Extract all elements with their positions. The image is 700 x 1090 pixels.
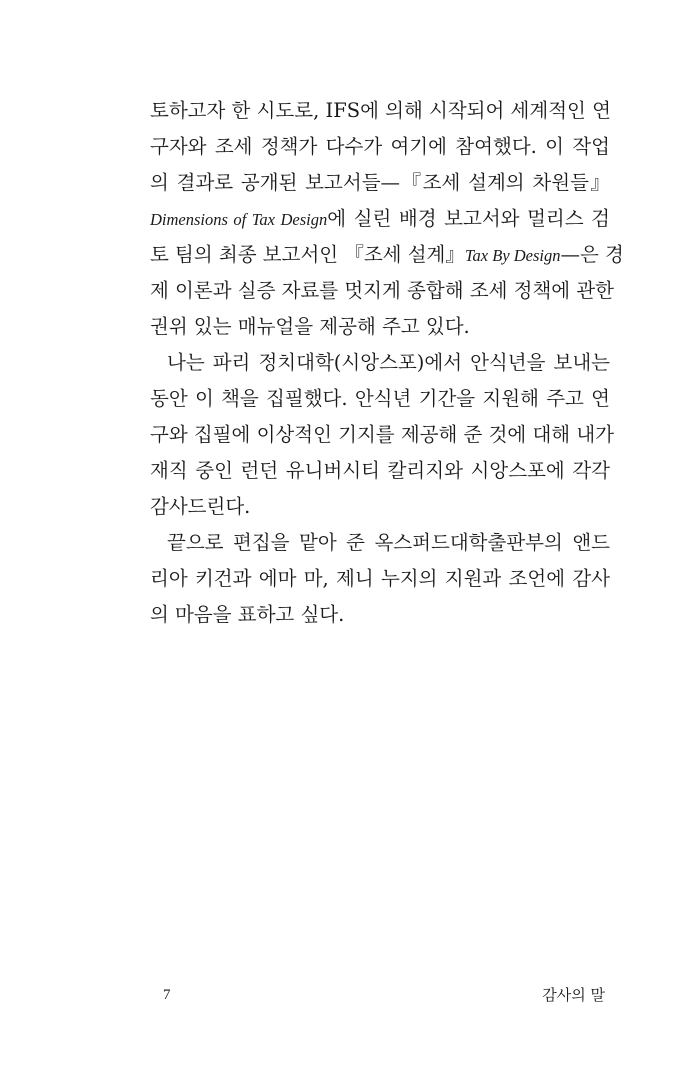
text-span: —은 경	[560, 243, 624, 266]
text-line: 의 결과로 공개된 보고서들—『조세 설계의 차원들』	[150, 171, 610, 194]
text-line: 끝으로 편집을 맡아 준 옥스퍼드대학출판부의 앤드	[167, 531, 610, 554]
text-line	[150, 201, 610, 237]
body-text	[150, 93, 624, 633]
text-line: 나는 파리 정치대학(시앙스포)에서 안식년을 보내는	[167, 351, 610, 374]
text-line: 권위 있는 매뉴얼을 제공해 주고 있다.	[150, 315, 470, 338]
page-number: 7	[163, 987, 171, 1003]
text-line: 토하고자 한 시도로, IFS에 의해 시작되어 세계적인 연	[150, 99, 611, 122]
text-line: 동안 이 책을 집필했다. 안식년 기간을 지원해 주고 연	[150, 387, 610, 410]
text-line: 리아 키건과 에마 마, 제니 누지의 지원과 조언에 감사	[150, 567, 610, 590]
running-head: 감사의 말	[542, 986, 605, 1004]
italic-title: Tax By Design	[464, 246, 561, 265]
italic-title: Dimensions of Tax Design	[150, 210, 328, 229]
text-line: 제 이론과 실증 자료를 멋지게 종합해 조세 정책에 관한	[150, 279, 615, 302]
text-line: 구와 집필에 이상적인 기지를 제공해 준 것에 대해 내가	[150, 423, 615, 446]
text-span: 에 실린 배경 보고서와 멀리스 검	[327, 207, 611, 230]
paragraph-3	[150, 525, 610, 633]
text-line: 감사드린다.	[150, 495, 251, 518]
text-line	[150, 237, 624, 273]
text-span: 토 팀의 최종 보고서인 『조세 설계』	[150, 243, 465, 266]
paragraph-2	[150, 345, 615, 525]
paragraph-1	[150, 93, 624, 345]
text-line: 재직 중인 런던 유니버시티 칼리지와 시앙스포에 각각	[150, 459, 610, 482]
text-line: 의 마음을 표하고 싶다.	[150, 603, 345, 626]
text-line: 구자와 조세 정책가 다수가 여기에 참여했다. 이 작업	[150, 135, 610, 158]
